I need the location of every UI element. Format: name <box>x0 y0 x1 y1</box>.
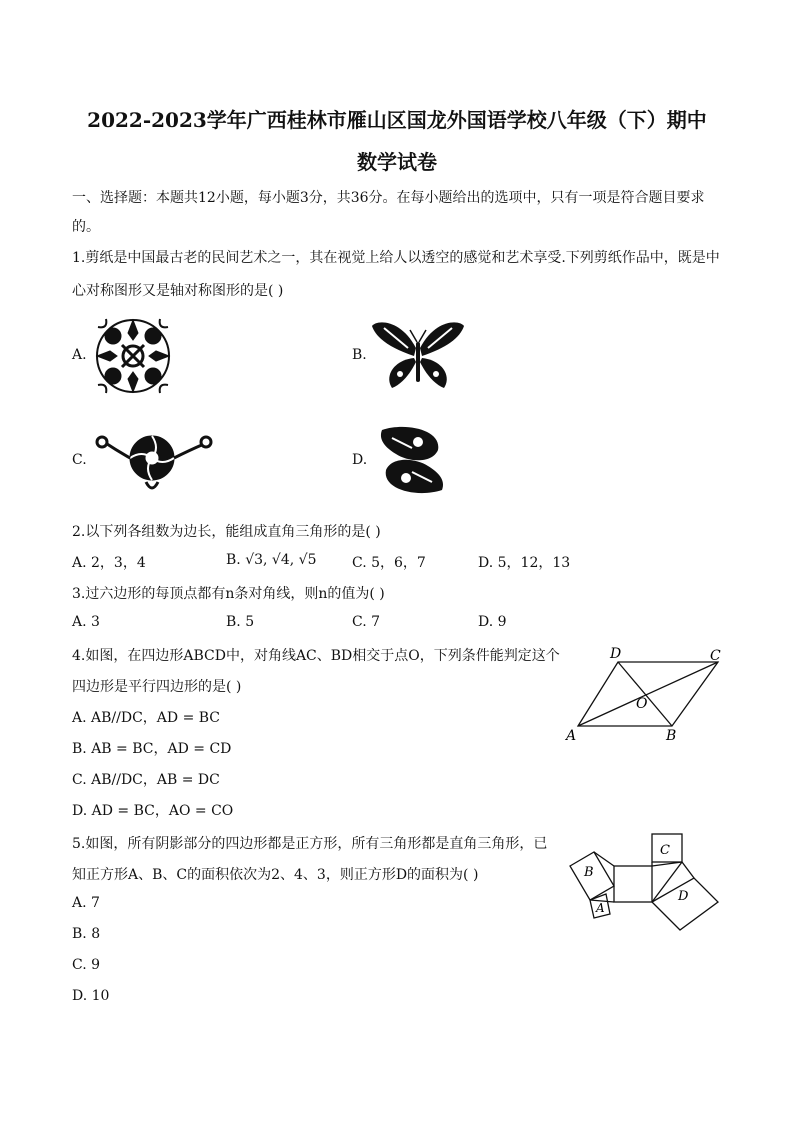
q4-parallelogram-figure <box>560 640 730 754</box>
label-b: B <box>666 728 677 744</box>
papercut-fish-pair-icon <box>372 420 452 504</box>
q3-option-a: A. 3 <box>72 614 100 630</box>
q5-option-c: C. 9 <box>72 957 101 973</box>
label-c: C <box>660 843 670 858</box>
q2-option-c: C. 5，6，7 <box>352 555 426 571</box>
q1-option-c-label: C. <box>72 452 87 468</box>
q5-option-a: A. 7 <box>72 895 100 911</box>
q4-option-a: A. AB//DC，AD = BC <box>72 710 221 726</box>
q5-squares-figure <box>560 828 732 938</box>
page-title-line1: 2022-2023学年广西桂林市雁山区国龙外国语学校八年级（下）期中 <box>87 108 707 132</box>
q4-stem-line1: 4.如图，在四边形ABCD中，对角线AC、BD相交于点O，下列条件能判定这个 <box>72 648 560 664</box>
section-intro-line2: 的。 <box>72 219 100 235</box>
q3-option-c: C. 7 <box>352 614 381 630</box>
q5-stem-line1: 5.如图，所有阴影部分的四边形都是正方形，所有三角形都是直角三角形，已 <box>72 836 548 852</box>
q1-option-d-label: D. <box>352 452 368 468</box>
q4-option-c: C. AB//DC，AB = DC <box>72 772 220 788</box>
q2-option-a: A. 2，3，4 <box>72 555 146 571</box>
diagonal-ac <box>578 662 718 726</box>
q3-stem: 3.过六边形的每顶点都有n条对角线，则n的值为( ) <box>72 586 385 602</box>
label-c: C <box>710 648 721 664</box>
label-a: A <box>596 901 605 915</box>
q5-option-b: B. 8 <box>72 926 101 942</box>
q4-option-b: B. AB = BC，AD = CD <box>72 741 232 757</box>
label-o: O <box>636 696 648 712</box>
label-b: B <box>584 865 594 880</box>
q4-stem-line2: 四边形是平行四边形的是( ) <box>72 679 242 695</box>
label-d: D <box>610 646 622 662</box>
q2-option-d: D. 5，12，13 <box>478 555 571 571</box>
papercut-flower-icon <box>92 315 174 401</box>
diagonal-bd <box>618 662 672 726</box>
q1-option-a-label: A. <box>72 347 87 363</box>
q1-stem-line2: 心对称图形又是轴对称图形的是( ) <box>72 283 284 299</box>
label-a: A <box>566 728 577 744</box>
q3-option-b: B. 5 <box>226 614 255 630</box>
page-title-line2: 数学试卷 <box>357 150 437 174</box>
q5-stem-line2: 知正方形A、B、C的面积依次为2、4、3，则正方形D的面积为( ) <box>72 867 479 883</box>
section-intro-line1: 一、选择题：本题共12小题，每小题3分，共36分。在每小题给出的选项中，只有一项是符合题目要求 <box>72 190 705 206</box>
q2-option-b: B. √3, √4, √5 <box>226 552 317 568</box>
square-d <box>652 878 718 930</box>
papercut-floral-scroll-icon <box>90 420 218 500</box>
q2-stem: 2.以下列各组数为边长，能组成直角三角形的是( ) <box>72 524 381 540</box>
q1-stem-line1: 1.剪纸是中国最古老的民间艺术之一，其在视觉上给人以透空的感觉和艺术享受.下列剪纸作品中，既是中 <box>72 250 720 266</box>
q4-option-d: D. AD = BC，AO = CO <box>72 803 234 819</box>
q1-option-b-label: B. <box>352 347 367 363</box>
center-square <box>614 866 652 902</box>
papercut-butterfly-icon <box>370 318 466 396</box>
q5-option-d: D. 10 <box>72 988 110 1004</box>
label-d: D <box>678 889 689 904</box>
q3-option-d: D. 9 <box>478 614 507 630</box>
